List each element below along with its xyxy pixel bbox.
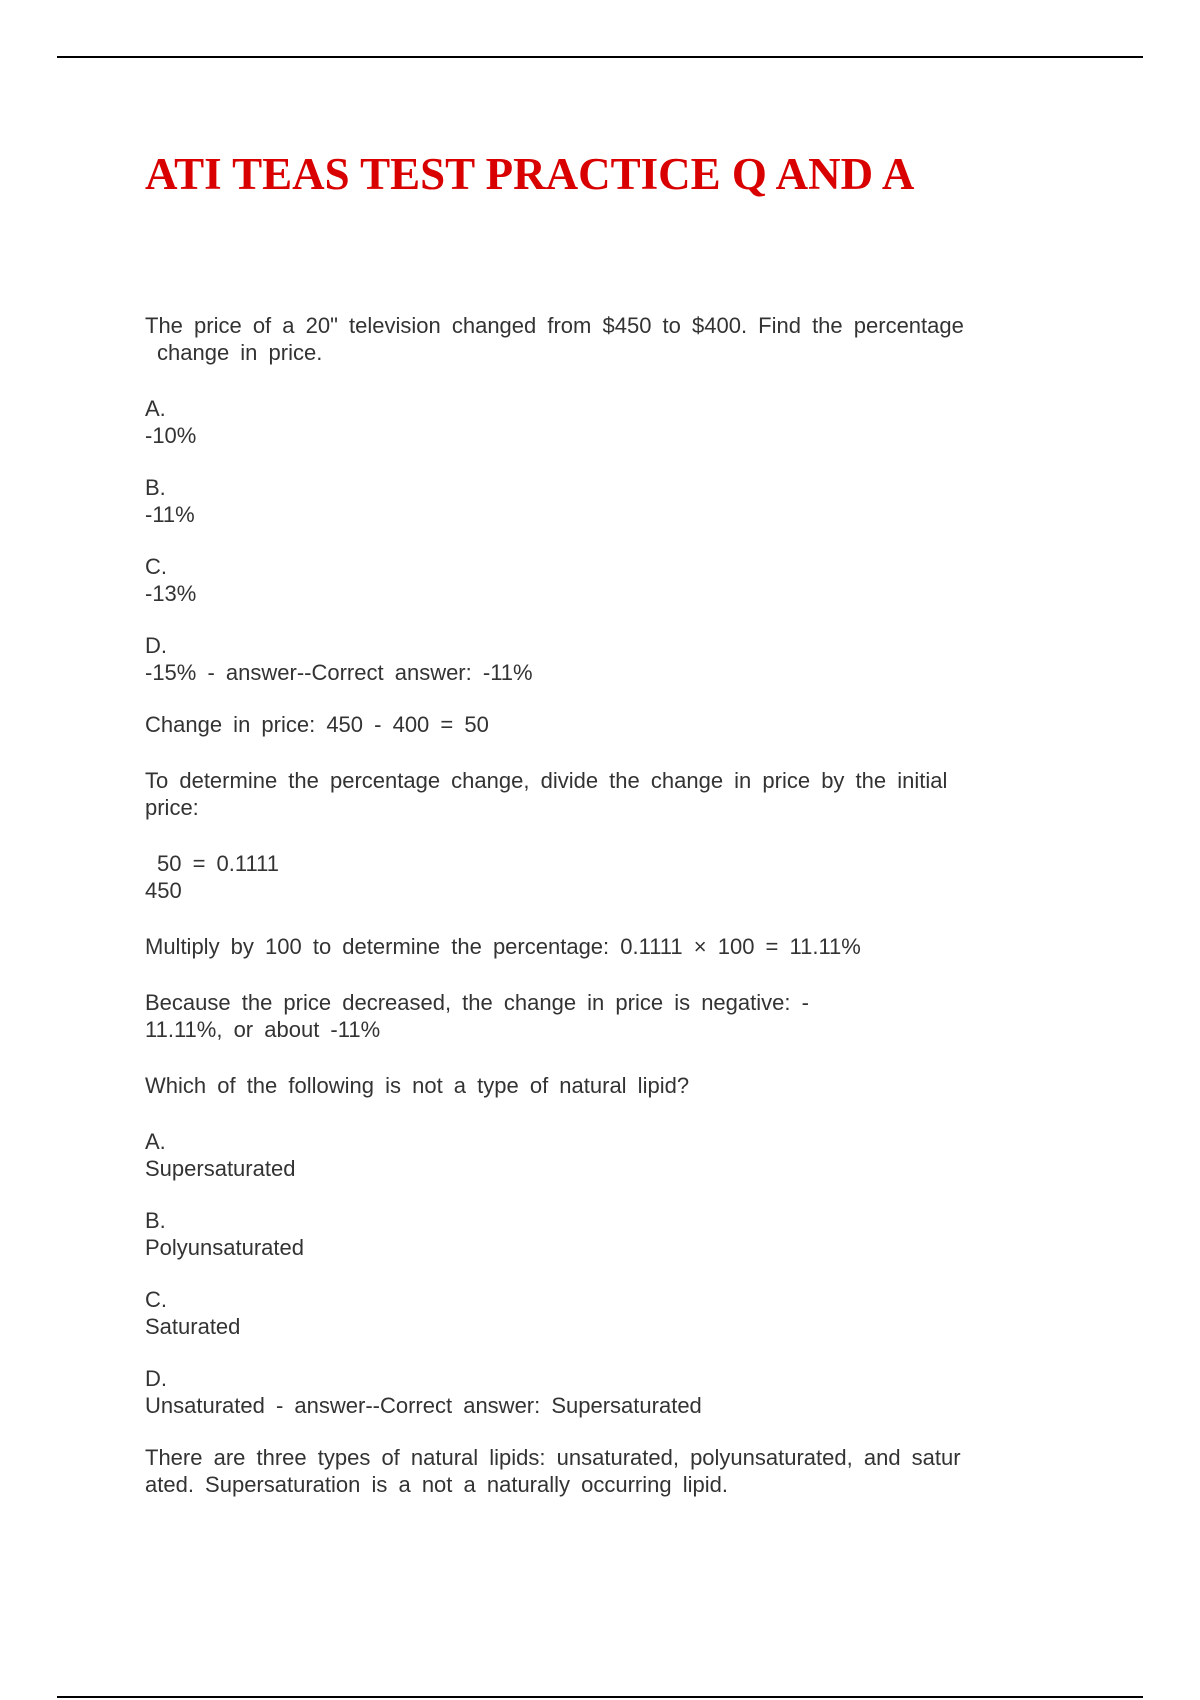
option-letter: B.: [145, 1208, 166, 1233]
determine-percentage: [145, 767, 1053, 821]
option-letter: C.: [145, 1287, 167, 1312]
option-letter: A.: [145, 1129, 166, 1154]
document-title: ATI TEAS TEST PRACTICE Q AND A: [145, 149, 915, 199]
option-letter: A.: [145, 396, 166, 421]
q2-option-d: [145, 1365, 1053, 1419]
q1-option-b: [145, 474, 1053, 528]
q1-option-c: [145, 553, 1053, 607]
question-1: [145, 312, 1053, 366]
option-text: Saturated: [145, 1314, 241, 1339]
lipid-explanation-line-2: ated. Supersaturation is a not a naturally occurring lipid.: [145, 1472, 728, 1497]
determine-line-1: To determine the percentage change, divide the change in price by the initial: [145, 768, 948, 793]
determine-line-2: price:: [145, 795, 199, 820]
document-body: [145, 312, 1053, 1527]
because-line-2: 11.11%, or about -11%: [145, 1017, 381, 1042]
option-letter: D.: [145, 633, 167, 658]
q2-option-b: [145, 1207, 1053, 1261]
q2-option-c: [145, 1286, 1053, 1340]
because-step: [145, 989, 1053, 1043]
option-text: Supersaturated: [145, 1156, 296, 1181]
question-1-line-1: The price of a 20" television changed from $450 to $400. Find the percentage: [145, 313, 964, 338]
option-letter: C.: [145, 554, 167, 579]
option-letter: D.: [145, 1366, 167, 1391]
option-text: Unsaturated - answer--Correct answer: Supersaturated: [145, 1393, 702, 1418]
option-text: -13%: [145, 581, 197, 606]
top-rule: [57, 56, 1143, 58]
option-text: -11%: [145, 502, 195, 527]
lipid-explanation: [145, 1444, 1053, 1498]
option-letter: B.: [145, 475, 166, 500]
option-text: Polyunsaturated: [145, 1235, 304, 1260]
option-text: -15% - answer--Correct answer: -11%: [145, 660, 533, 685]
because-line-1: Because the price decreased, the change in price is negative: -: [145, 990, 809, 1015]
question-2: Which of the following is not a type of natural lipid?: [145, 1073, 690, 1098]
q2-option-a: [145, 1128, 1053, 1182]
q1-option-a: [145, 395, 1053, 449]
question-1-line-2: change in price.: [157, 340, 323, 365]
lipid-explanation-line-1: There are three types of natural lipids: unsaturated, polyunsaturated, and satur: [145, 1445, 961, 1470]
option-text: -10%: [145, 423, 197, 448]
bottom-rule: [57, 1696, 1143, 1698]
fraction-top: 50 = 0.1111: [157, 851, 279, 876]
fraction: [145, 850, 1053, 904]
multiply-step: Multiply by 100 to determine the percentage: 0.1111 × 100 = 11.11%: [145, 934, 861, 959]
fraction-bottom: 450: [145, 878, 182, 903]
q1-option-d: [145, 632, 1053, 686]
change-in-price: Change in price: 450 - 400 = 50: [145, 712, 489, 737]
